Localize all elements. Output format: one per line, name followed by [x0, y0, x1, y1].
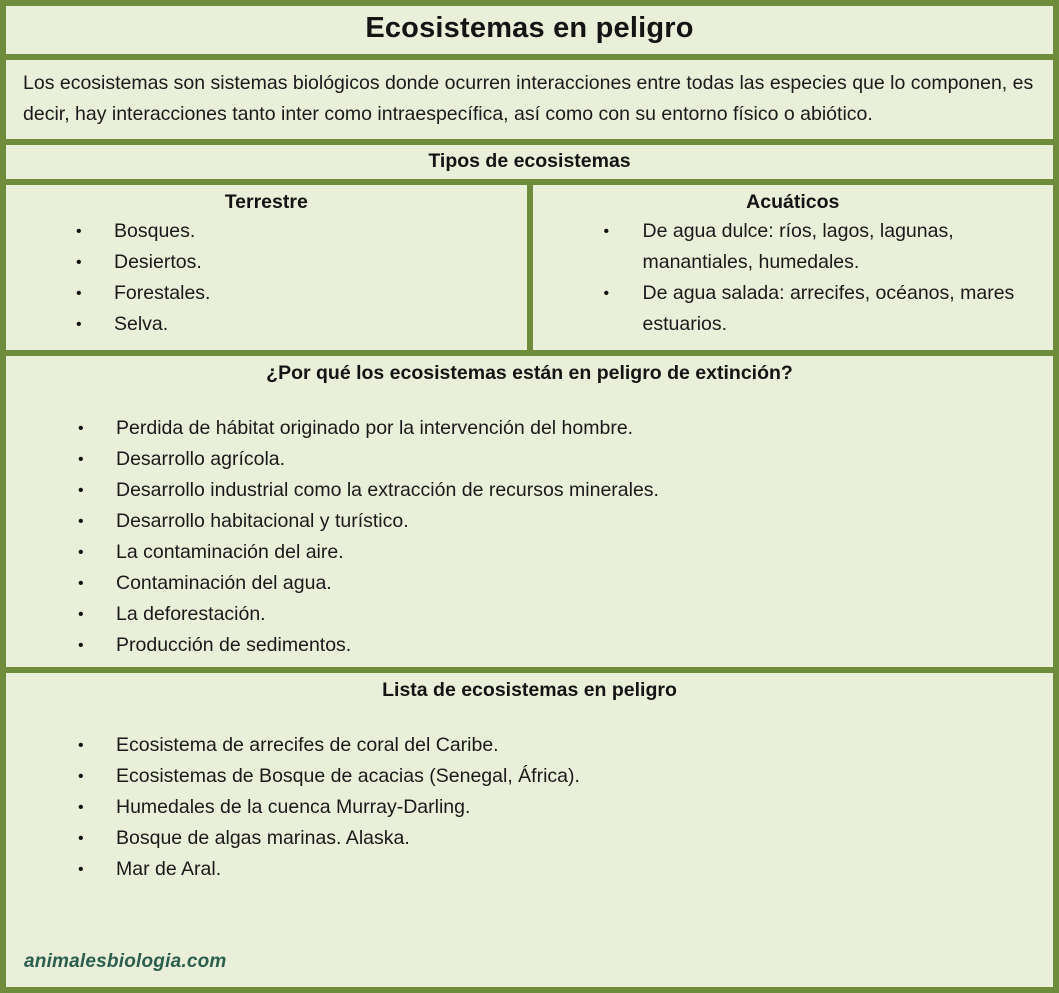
terrestre-list — [14, 216, 519, 340]
list-item: • Contaminación del agua. — [16, 568, 1043, 599]
title-bar — [6, 6, 1053, 54]
causes-spacer — [16, 385, 1043, 413]
intro-paragraph: Los ecosistemas son sistemas biológicos donde ocurren interacciones entre todas las especies que lo componen, es decir, hay interacciones tanto inter como intraespecífica, así como con su entorno físico o abiótico. — [23, 71, 1034, 125]
column-acuaticos — [533, 185, 1054, 350]
brand-watermark: animalesbiologia.com — [24, 951, 227, 972]
list-item: • Mar de Aral. — [16, 854, 1043, 885]
column-title-acuaticos: Acuáticos — [746, 190, 840, 213]
list-spacer — [16, 702, 1043, 730]
list-item: • Desiertos. — [14, 247, 519, 278]
list-item: • Selva. — [14, 309, 519, 340]
list-item: • La deforestación. — [16, 599, 1043, 630]
list-item: • Forestales. — [14, 278, 519, 309]
list-item: • Ecosistema de arrecifes de coral del Caribe. — [16, 730, 1043, 761]
footer — [6, 891, 1053, 987]
list-item: • Bosque de algas marinas. Alaska. — [16, 823, 1043, 854]
endangered-list-block — [6, 673, 1053, 891]
list-item: • Producción de sedimentos. — [16, 630, 1043, 661]
list-item: • Perdida de hábitat originado por la intervención del hombre. — [16, 413, 1043, 444]
intro-block — [6, 60, 1053, 139]
causes-list — [16, 413, 1043, 661]
column-terrestre — [6, 185, 527, 350]
list-item: • De agua dulce: ríos, lagos, lagunas, manantiales, humedales. — [541, 216, 1046, 278]
acuaticos-list — [541, 216, 1046, 340]
types-columns — [6, 185, 1053, 350]
list-item: • Desarrollo habitacional y turístico. — [16, 506, 1043, 537]
list-item: • Ecosistemas de Bosque de acacias (Senegal, África). — [16, 761, 1043, 792]
endangered-list — [16, 730, 1043, 885]
list-item: • Humedales de la cuenca Murray-Darling. — [16, 792, 1043, 823]
page-title: Ecosistemas en peligro — [365, 12, 694, 44]
list-item: • La contaminación del aire. — [16, 537, 1043, 568]
causes-section-heading: ¿Por qué los ecosistemas están en peligro de extinción? — [266, 361, 793, 384]
list-item: • Desarrollo industrial como la extracción de recursos minerales. — [16, 475, 1043, 506]
list-item: • De agua salada: arrecifes, océanos, mares estuarios. — [541, 278, 1046, 340]
list-item: • Bosques. — [14, 216, 519, 247]
types-section-heading: Tipos de ecosistemas — [428, 149, 631, 172]
list-item: • Desarrollo agrícola. — [16, 444, 1043, 475]
list-section-heading: Lista de ecosistemas en peligro — [382, 678, 677, 701]
column-title-terrestre: Terrestre — [224, 190, 308, 213]
causes-block — [6, 356, 1053, 667]
